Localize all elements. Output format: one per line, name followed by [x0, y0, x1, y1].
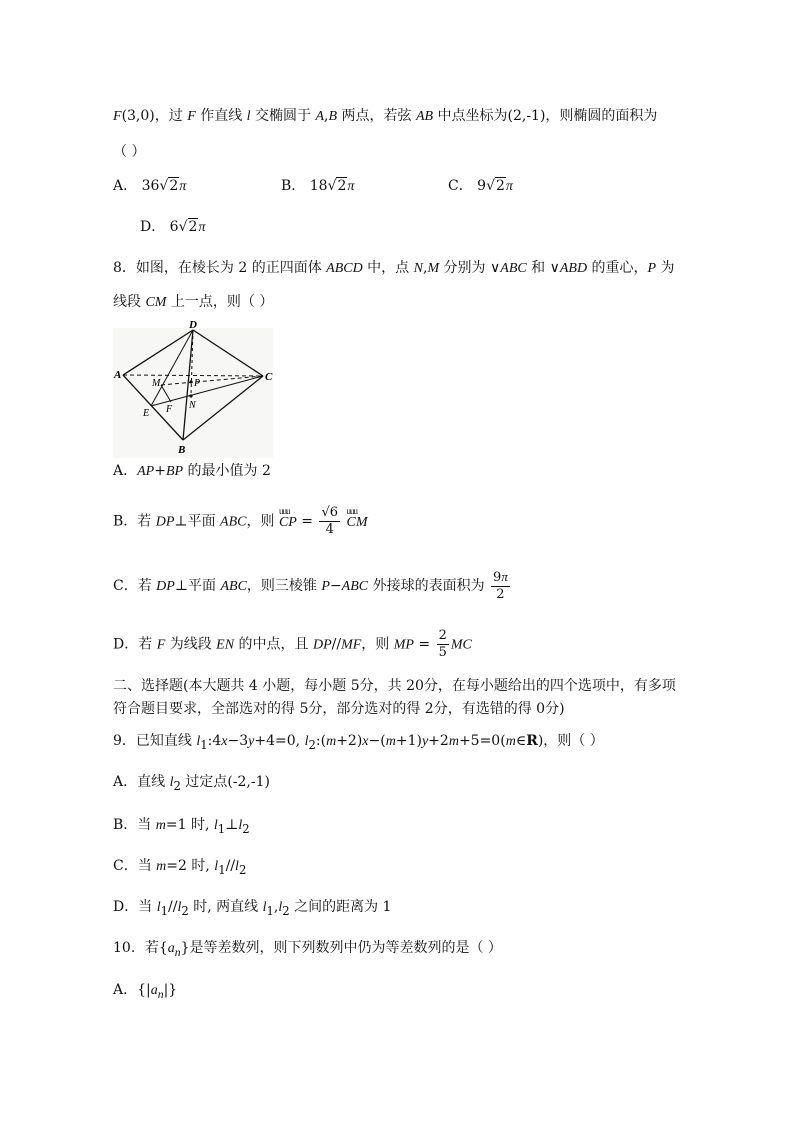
label-c: C	[265, 371, 273, 383]
label-m: M	[152, 378, 161, 389]
q8-option-a[interactable]: A．AP+BP 的最小值为 2	[113, 463, 271, 479]
q8-option-c[interactable]: C．若 DP⊥平面 ABC，则三棱锥 P−ABC 外接球的表面积为 $\frac{9\pi}{2}$	[113, 569, 508, 602]
section2-line1: 二、选择题(本大题共 4 小题，每小题 5分，共 20分，在每小题给出的四个选项中，有多项	[113, 678, 676, 694]
q7-option-b[interactable]: B． 18√2π	[281, 178, 355, 194]
label-d: D	[189, 319, 197, 331]
q7-option-a[interactable]: A． 36√2π	[113, 178, 187, 194]
label-e: E	[143, 408, 150, 419]
q7-option-d[interactable]: D． 6√2π	[140, 219, 206, 235]
q8-stem-line2: 线段 CM 上一点，则（ ）	[113, 294, 274, 310]
q10-stem: 10．若$\{a_n\}$是等差数列，则下列数列中仍为等差数列的是（ ）	[113, 940, 502, 959]
q7-option-c[interactable]: C． 9√2π	[448, 178, 513, 194]
label-a: A	[114, 369, 122, 381]
q8-option-b[interactable]: B．若 DP⊥平面 ABC，则 uuu CP = $\frac{√6}{4}$ uuu CM	[113, 505, 368, 538]
q9-option-d[interactable]: D．当 $l_1//l_2$ 时, 两直线 $l_1,l_2$ 之间的距离为 1	[113, 899, 392, 918]
q8-option-d[interactable]: D．若 F 为线段 EN 的中点，且 DP//MF，则 MP = $\frac{2}{5}$ MC	[113, 628, 472, 660]
label-f: F	[166, 404, 173, 415]
section2-line2: 符合题目要求，全部选对的得 5分，部分选对的得 2分，有选错的得 0分)	[113, 701, 565, 717]
label-n: N	[189, 400, 196, 411]
q9-option-a[interactable]: A．直线 $l_2$ 过定点(-2,-1)	[113, 774, 270, 793]
q8-stem-line1: 8．如图，在棱长为 2 的正四面体 ABCD 中，点 N,M 分别为 ∨ABC 和 ∨ABD 的重心，P 为	[113, 260, 675, 276]
q9-stem: 9．已知直线 $l_1:4x-3y+4=0$, $l_2:(m+2)x-(m+1)y+2m+5=0(m\in R)$，则（ ）	[113, 733, 604, 752]
q10-option-a[interactable]: A．$\{|a_n|\}$	[113, 982, 178, 1001]
q7-stem-line1: F(3,0)，过 F 作直线 l 交椭圆于 A,B 两点，若弦 AB 中点坐标为(2,-1)，则椭圆的面积为	[113, 108, 658, 124]
label-b: B	[178, 444, 186, 456]
label-p: P	[194, 378, 201, 389]
q9-option-b[interactable]: B．当 m=1 时, $l_1\perp l_2$	[113, 817, 250, 836]
tetrahedron-figure	[113, 318, 273, 458]
q7-stem-line2: （ ）	[113, 144, 146, 160]
q9-option-c[interactable]: C．当 m=2 时, $l_1//l_2$	[113, 858, 247, 877]
